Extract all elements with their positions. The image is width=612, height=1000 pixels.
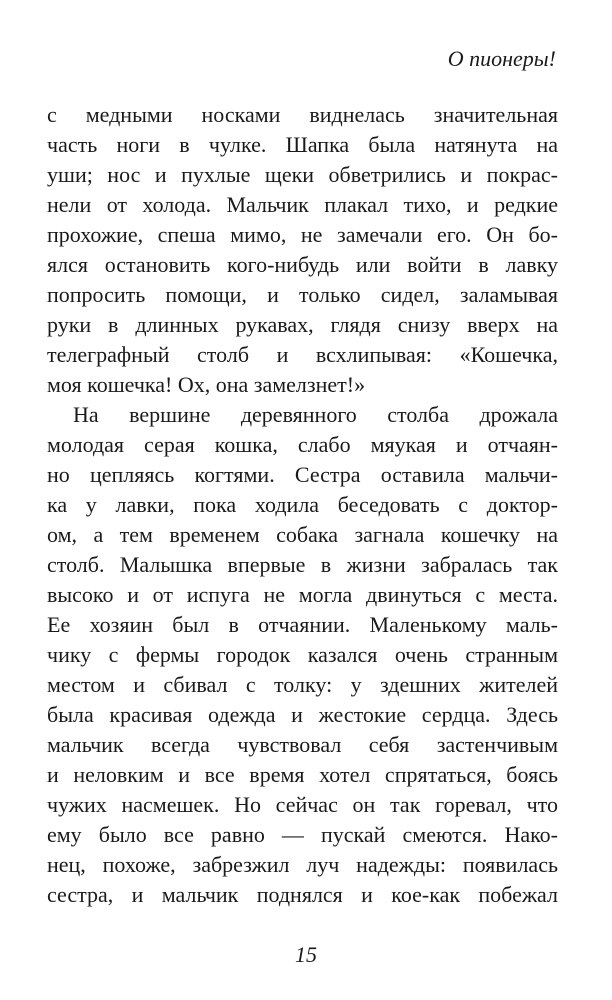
text-line: ему было все равно — пускай смеются. Нако- bbox=[47, 822, 558, 847]
text-line: молодая серая кошка, слабо мяукая и отчаян- bbox=[47, 432, 558, 457]
text-line: ялся остановить кого-нибудь или войти в лавку bbox=[47, 252, 558, 277]
text-line: ка у лавки, пока ходила беседовать с доктор- bbox=[47, 492, 558, 517]
text-line: с медными носками виднелась значительная bbox=[47, 102, 558, 127]
text-line: нец, похоже, забрезжил луч надежды: появилась bbox=[47, 852, 558, 877]
text-line: уши; нос и пухлые щеки обветрились и покрас- bbox=[47, 162, 558, 187]
body-text bbox=[47, 100, 558, 910]
text-line: мальчик всегда чувствовал себя застенчивым bbox=[47, 732, 558, 757]
text-line: но цепляясь когтями. Сестра оставила мальчи- bbox=[47, 462, 558, 487]
text-line: руки в длинных рукавах, глядя снизу вверх на bbox=[47, 312, 558, 337]
text-line: была красивая одежда и жестокие сердца. Здесь bbox=[47, 702, 558, 727]
text-line: местом и сбивал с толку: у здешних жителей bbox=[47, 672, 558, 697]
text-line: ом, а тем временем собака загнала кошечку на bbox=[47, 522, 558, 547]
text-line: и неловким и все время хотел спрятаться, боясь bbox=[47, 762, 558, 787]
text-line: нели от холода. Мальчик плакал тихо, и редкие bbox=[47, 192, 558, 217]
text-line: столб. Малышка впервые в жизни забралась так bbox=[47, 552, 558, 577]
text-line: Ее хозяин был в отчаянии. Маленькому маль- bbox=[47, 612, 558, 637]
text-line: сестра, и мальчик поднялся и кое-как побежал bbox=[47, 882, 558, 907]
text-line: На вершине деревянного столба дрожала bbox=[73, 402, 558, 427]
text-line: попросить помощи, и только сидел, заламывая bbox=[47, 282, 558, 307]
text-line: прохожие, спеша мимо, не замечали его. Он бо- bbox=[47, 222, 558, 247]
text-line: высоко и от испуга не могла двинуться с места. bbox=[47, 582, 558, 607]
text-line: телеграфный столб и всхлипывая: «Кошечка, bbox=[47, 342, 558, 367]
text-line: моя кошечка! Ох, она замелзнет!» bbox=[47, 372, 366, 397]
running-header: О пионеры! bbox=[447, 46, 556, 71]
text-line: часть ноги в чулке. Шапка была натянута на bbox=[47, 132, 558, 157]
page-number: 15 bbox=[295, 942, 317, 967]
text-line: чужих насмешек. Но сейчас он так горевал, что bbox=[47, 792, 558, 817]
text-line: чику с фермы городок казался очень странным bbox=[47, 642, 558, 667]
